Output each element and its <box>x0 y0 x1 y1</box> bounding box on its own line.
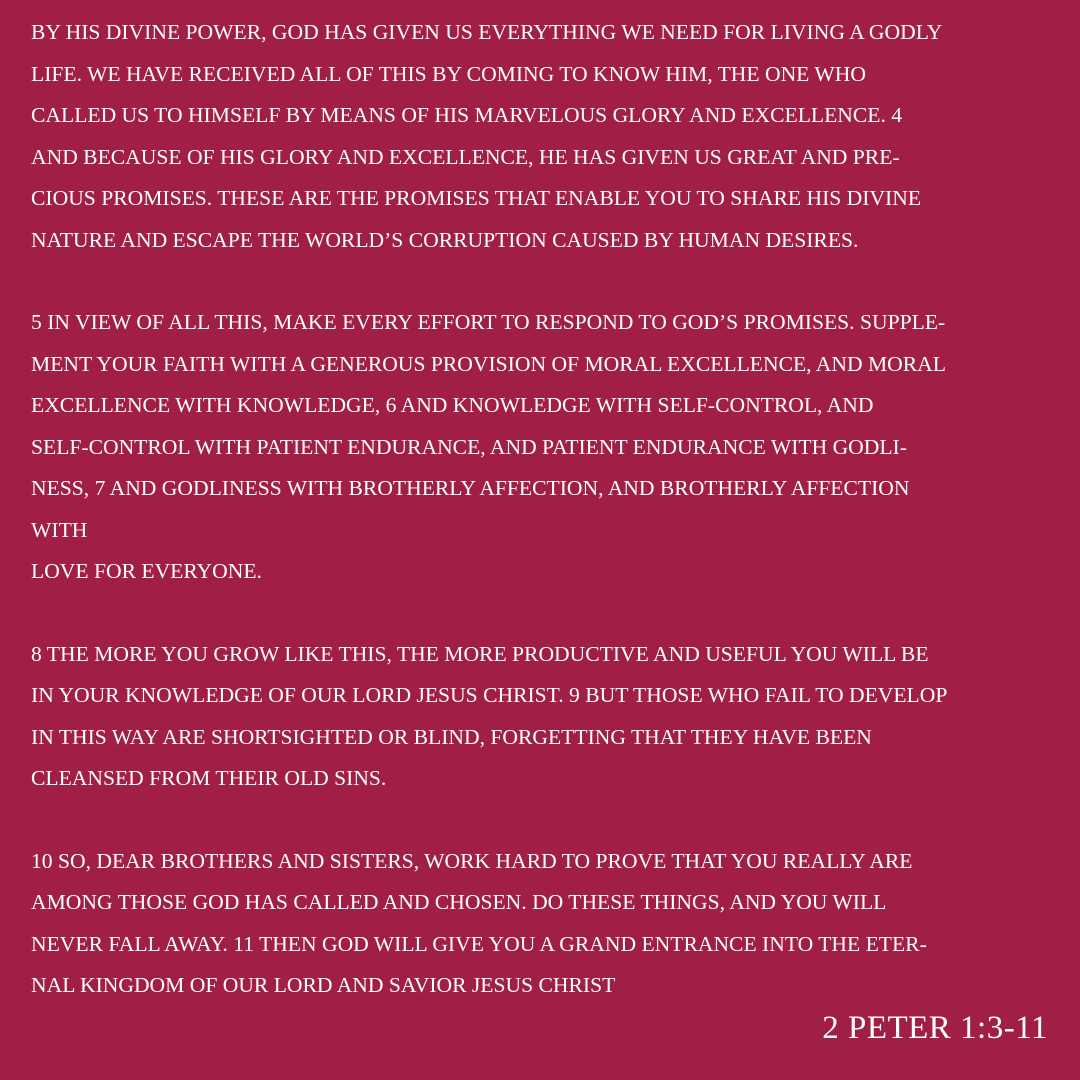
text-line: MENT YOUR FAITH WITH A GENEROUS PROVISION OF MORAL EXCELLENCE, AND MORAL <box>31 351 946 376</box>
text-line: WITH <box>31 517 88 542</box>
text-line: SELF-CONTROL WITH PATIENT ENDURANCE, AND PATIENT ENDURANCE WITH GODLI- <box>31 434 907 459</box>
text-line: AMONG THOSE GOD HAS CALLED AND CHOSEN. DO THESE THINGS, AND YOU WILL <box>31 890 887 914</box>
text-line: EXCELLENCE WITH KNOWLEDGE, 6 AND KNOWLEDGE WITH SELF-CONTROL, AND <box>31 393 874 417</box>
paragraph-verses-8-9 <box>31 634 1061 800</box>
text-line: AND BECAUSE OF HIS GLORY AND EXCELLENCE, HE HAS GIVEN US GREAT AND PRE- <box>31 144 900 169</box>
text-line: NAL KINGDOM OF OUR LORD AND SAVIOR JESUS CHRIST <box>31 973 616 997</box>
text-line: LIFE. WE HAVE RECEIVED ALL OF THIS BY COMING TO KNOW HIM, THE ONE WHO <box>31 61 866 86</box>
text-line: 5 IN VIEW OF ALL THIS, MAKE EVERY EFFORT TO RESPOND TO GOD’S PROMISES. SUPPLE- <box>31 310 946 334</box>
paragraph-verses-5-7 <box>31 302 1061 593</box>
paragraph-verses-10-11 <box>31 841 1061 1007</box>
text-line: CLEANSED FROM THEIR OLD SINS. <box>31 766 387 790</box>
text-line: NESS, 7 AND GODLINESS WITH BROTHERLY AFFECTION, AND BROTHERLY AFFECTION <box>31 476 910 500</box>
text-line: 10 SO, DEAR BROTHERS AND SISTERS, WORK HARD TO PROVE THAT YOU REALLY ARE <box>31 848 913 873</box>
text-line: LOVE FOR EVERYONE. <box>31 559 262 583</box>
text-line: CIOUS PROMISES. THESE ARE THE PROMISES THAT ENABLE YOU TO SHARE HIS DIVINE <box>31 186 922 210</box>
scripture-reference: 2 PETER 1:3-11 <box>822 1010 1048 1046</box>
text-line: 8 THE MORE YOU GROW LIKE THIS, THE MORE PRODUCTIVE AND USEFUL YOU WILL BE <box>31 641 929 666</box>
text-line: IN YOUR KNOWLEDGE OF OUR LORD JESUS CHRIST. 9 BUT THOSE WHO FAIL TO DEVELOP <box>31 683 948 707</box>
text-line: BY HIS DIVINE POWER, GOD HAS GIVEN US EVERYTHING WE NEED FOR LIVING A GODLY <box>31 20 943 44</box>
text-line: NEVER FALL AWAY. 11 THEN GOD WILL GIVE YOU A GRAND ENTRANCE INTO THE ETER- <box>31 931 927 956</box>
text-line: IN THIS WAY ARE SHORTSIGHTED OR BLIND, FORGETTING THAT THEY HAVE BEEN <box>31 724 872 749</box>
text-line: NATURE AND ESCAPE THE WORLD’S CORRUPTION CAUSED BY HUMAN DESIRES. <box>31 227 859 252</box>
scripture-passage <box>31 12 1061 1048</box>
text-line: CALLED US TO HIMSELF BY MEANS OF HIS MARVELOUS GLORY AND EXCELLENCE. 4 <box>31 103 903 127</box>
paragraph-verses-3-4 <box>31 12 1061 261</box>
